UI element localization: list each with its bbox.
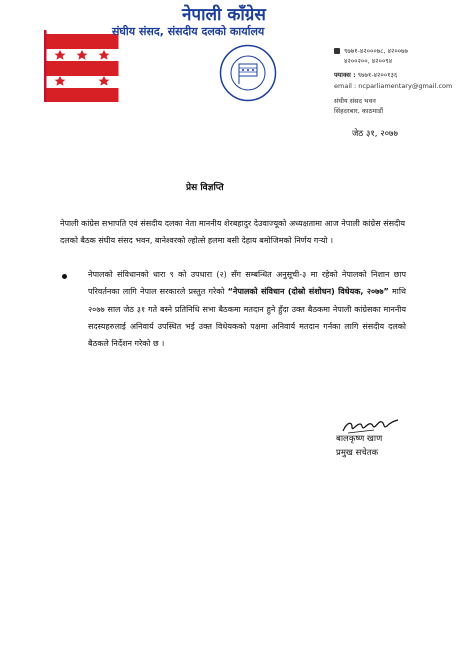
signatory-title: प्रमुख सचेतक: [336, 448, 379, 458]
decision-text-part2: माथि २०७७ साल जेठ ३१ गते बस्ने प्रतिनिधि सभा बैठकमा मतदान हुने हुँदा उक्त बैठकमा नेपाली कांग्रेसका माननीय सदस्यहरुलाई अनिवार्य उपस्थित भई उक्त विधेयकको पक्षमा अनिवार्य मतदान गर्नका लागि संसदीय दलको बैठकले निर्देशन गरेको छ ।: [88, 287, 406, 349]
bullet-dot-icon: [62, 274, 67, 279]
office-name: संघीय संसद, संसदीय दलको कार्यालय: [112, 25, 265, 38]
contact-address-line2: सिंहदरबार, काठमाडौं: [334, 107, 384, 115]
fax-value: ९७७१-४२००१३६: [357, 71, 398, 79]
decision-text-part1: नेपालको संविधानको धारा ९ को उपधारा (२) सँग सम्बन्धित अनुसूची-३ मा रहेको नेपालको निशान छाप परिवर्तनका लागि नेपाल सरकारले प्रस्तुत गरेको: [88, 270, 406, 297]
contact-fax: [334, 70, 397, 79]
bill-title: “नेपालको संविधान (दोस्रो संशोधन) विधेयक, २०७७”: [227, 287, 389, 297]
contact-address-line1: संघीय संसद भवन: [334, 97, 376, 105]
decision-bullet: [88, 266, 406, 352]
party-name: नेपाली काँग्रेस: [182, 5, 266, 25]
contact-phone-line1: ९७७१-४२०००७८, ४२००७७: [334, 46, 408, 55]
contact-email: email : ncparliamentary@gmail.com: [334, 82, 453, 90]
press-release-heading: प्रेस विज्ञप्ति: [186, 183, 224, 193]
party-flag-icon: [44, 30, 122, 102]
document-date: जेठ ३१, २०७७: [352, 129, 398, 139]
intro-paragraph: नेपाली कांग्रेस सभापति एवं संसदीय दलका नेता माननीय शेरबहादुर देउवाज्यूको अध्यक्षतामा आज नेपाली कांग्रेस संसदीय दलको बैठक संघीय संसद भवन, बानेश्वरको ल्होत्से हलमा बसी देहाय बमोजिमको निर्णय गऱ्यो ।: [60, 219, 405, 246]
phone-icon: [334, 48, 340, 54]
office-seal-icon: [219, 44, 277, 102]
contact-phone-line2: ४२००२००, ४२००९४: [344, 57, 393, 65]
signatory-name: बालकृष्ण खाण: [336, 434, 383, 444]
fax-label: फ्याक्स :: [334, 71, 356, 79]
